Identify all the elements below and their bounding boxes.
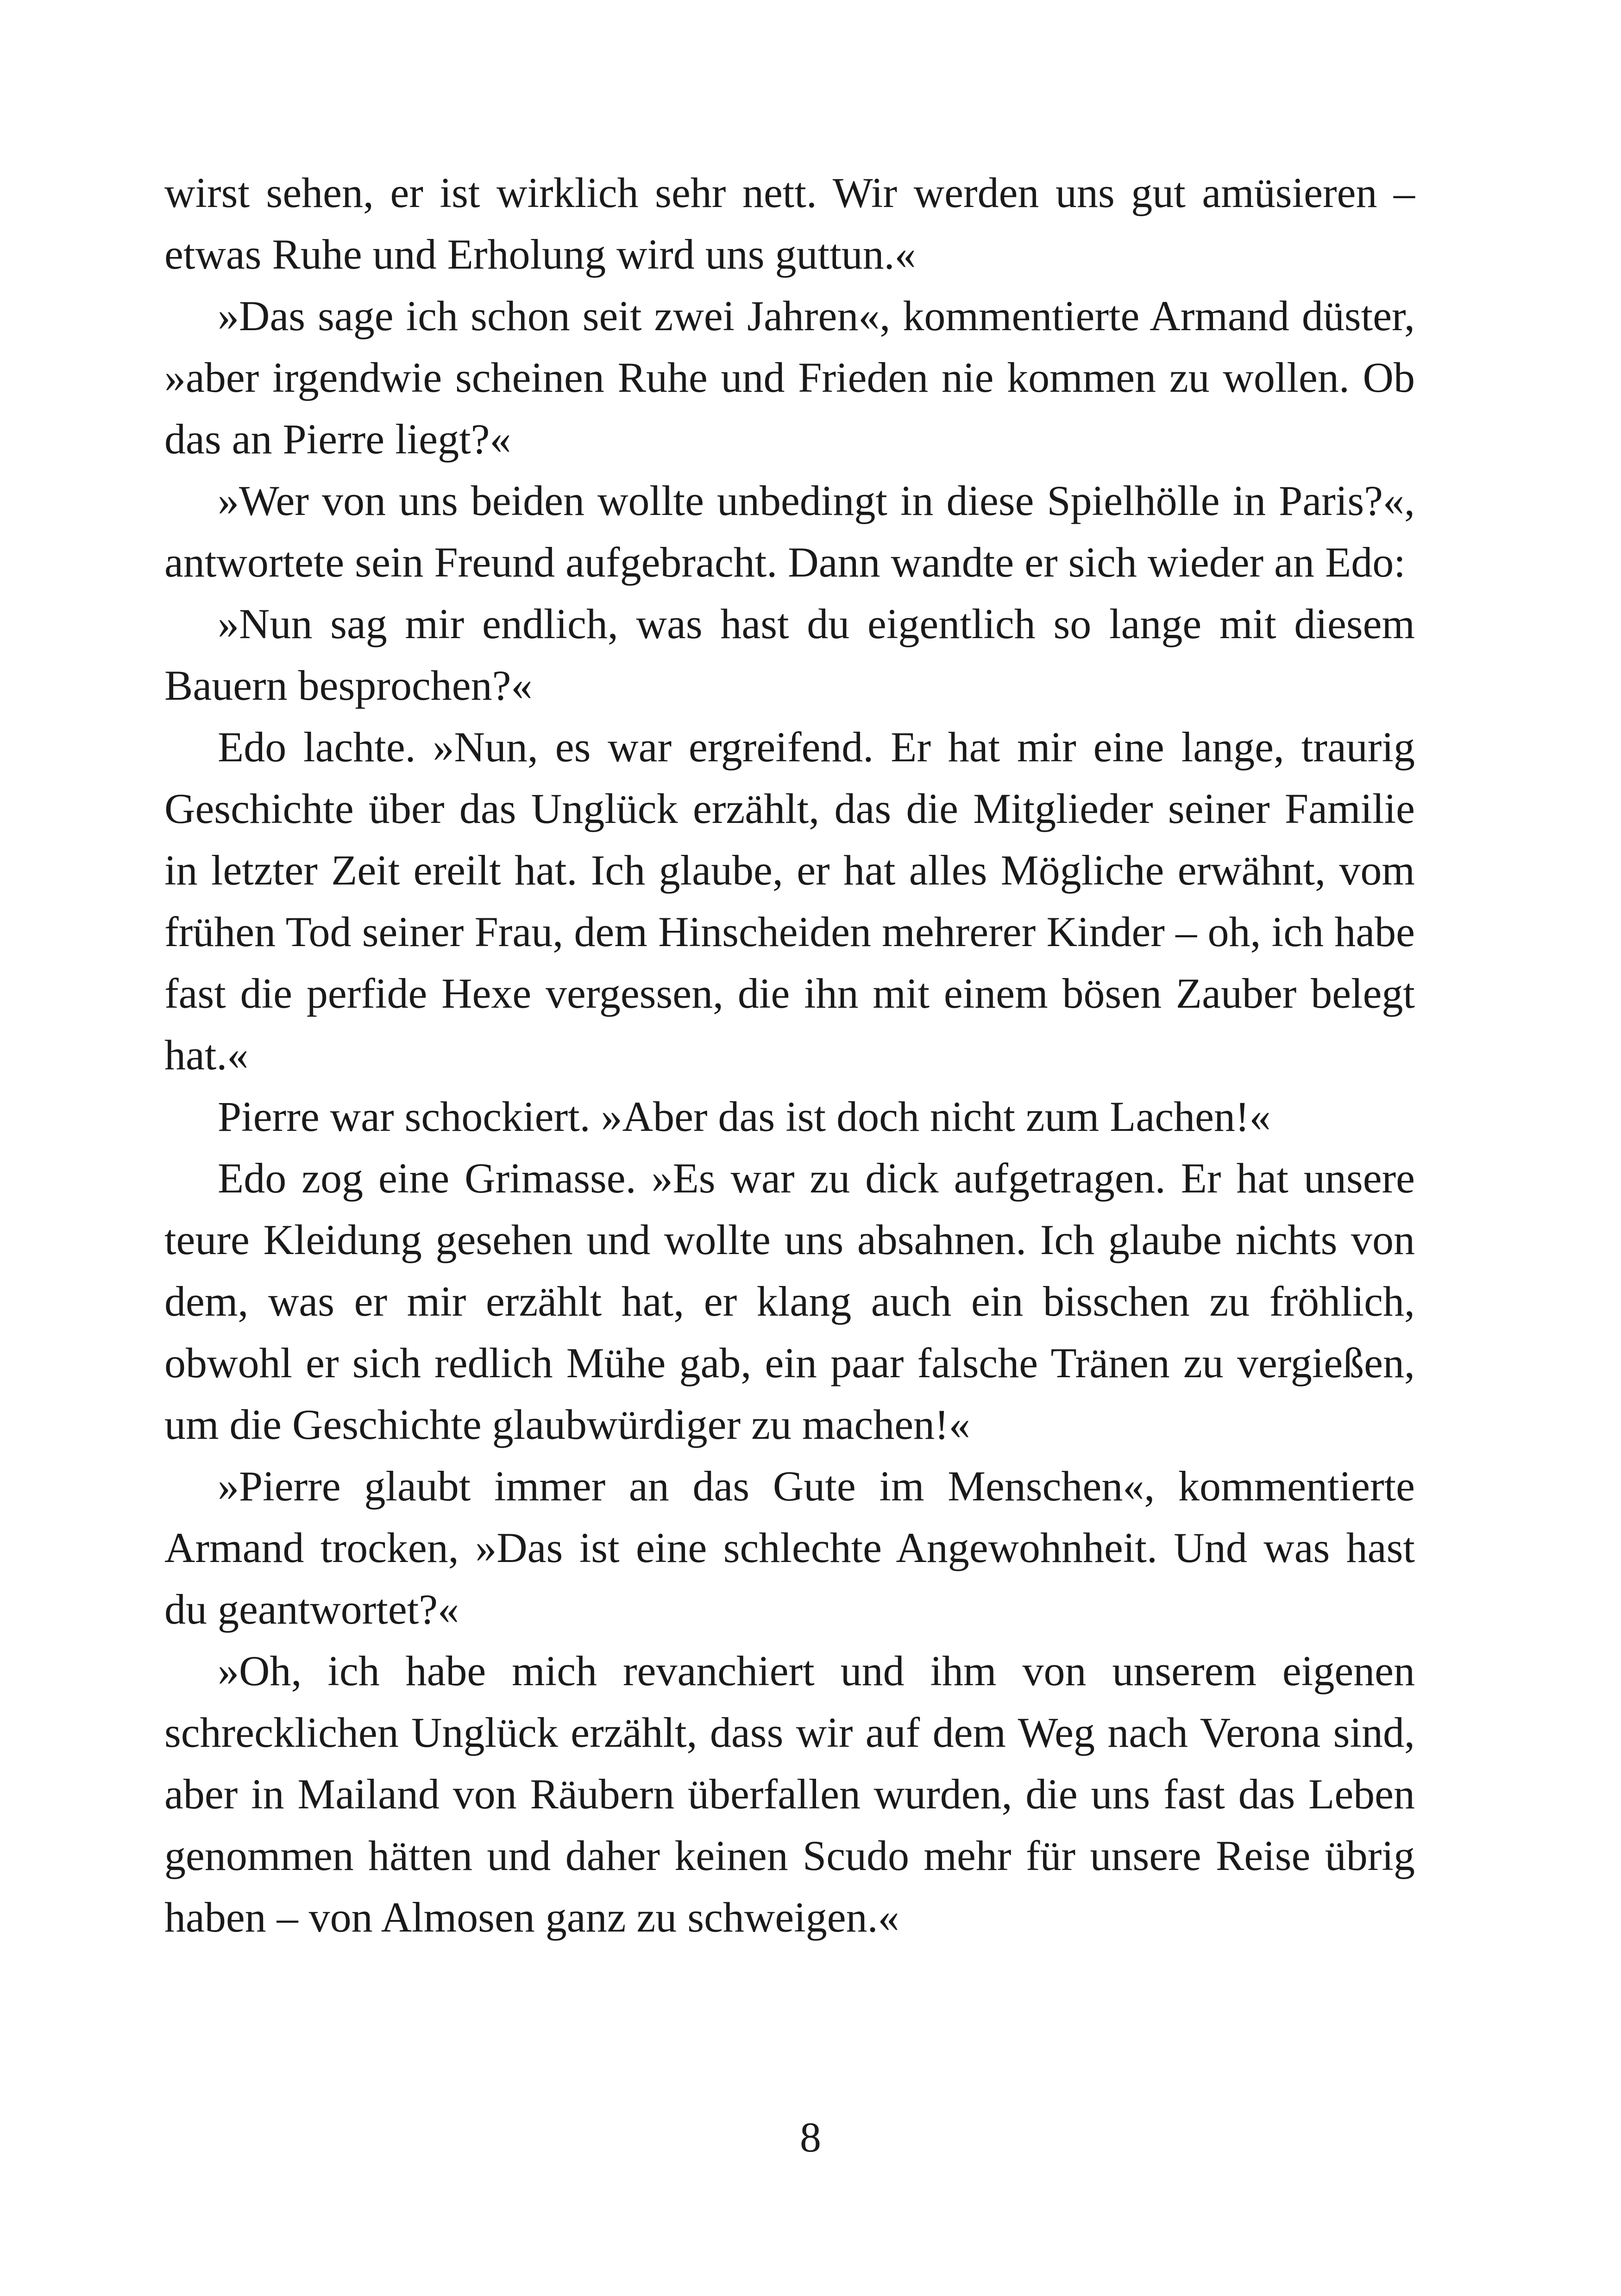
paragraph: Pierre war schockiert. »Aber das ist doch nicht zum Lachen!« [218,1093,1271,1140]
paragraph: wirst sehen, er ist wirklich sehr nett. Wir werden uns gut amüsieren – etwas Ruhe und Erholung wird uns guttun.« [164,169,1415,278]
body-text [164,162,1415,1948]
paragraph: Edo zog eine Grimasse. »Es war zu dick aufgetragen. Er hat unsere teure Kleidung gesehen und wollte uns absahnen. Ich glaube nichts von dem, was er mir erzählt hat, er klang auch ein bisschen zu fröhlich, obwohl er sich redlich Mühe gab, ein paar falsche Tränen zu vergießen, um die Geschichte glaubwürdiger zu machen!« [164,1154,1415,1448]
paragraph: »Nun sag mir endlich, was hast du eigentlich so lange mit diesem Bauern besprochen?« [164,600,1415,709]
paragraph: »Das sage ich schon seit zwei Jahren«, kommentierte Armand düster, »aber irgendwie scheinen Ruhe und Frieden nie kommen zu wollen. Ob das an Pierre liegt?« [164,292,1415,463]
paragraph: Edo lachte. »Nun, es war ergreifend. Er hat mir eine lange, traurig Geschichte über das Unglück erzählt, das die Mitglieder seiner Familie in letzter Zeit ereilt hat. Ich glaube, er hat alles Mögliche erwähnt, vom frühen Tod seiner Frau, dem Hinscheiden mehrerer Kinder – oh, ich habe fast die perfide Hexe vergessen, die ihn mit einem bösen Zauber belegt hat.« [164,723,1415,1079]
paragraph: »Wer von uns beiden wollte unbedingt in diese Spielhölle in Paris?«, antwortete sein Freund aufgebracht. Dann wandte er sich wieder an Edo: [164,477,1415,586]
page-number: 8 [800,2114,821,2161]
paragraph: »Oh, ich habe mich revanchiert und ihm von unserem eigenen schrecklichen Unglück erzählt, dass wir auf dem Weg nach Verona sind, aber in Mailand von Räubern überfallen wurden, die uns fast das Leben genommen hätten und daher keinen Scudo mehr für unsere Reise übrig haben – von Almosen ganz zu schweigen.« [164,1647,1415,1941]
paragraph: »Pierre glaubt immer an das Gute im Menschen«, kommentierte Armand trocken, »Das ist eine schlechte Angewohnheit. Und was hast du geantwortet?« [164,1462,1415,1633]
